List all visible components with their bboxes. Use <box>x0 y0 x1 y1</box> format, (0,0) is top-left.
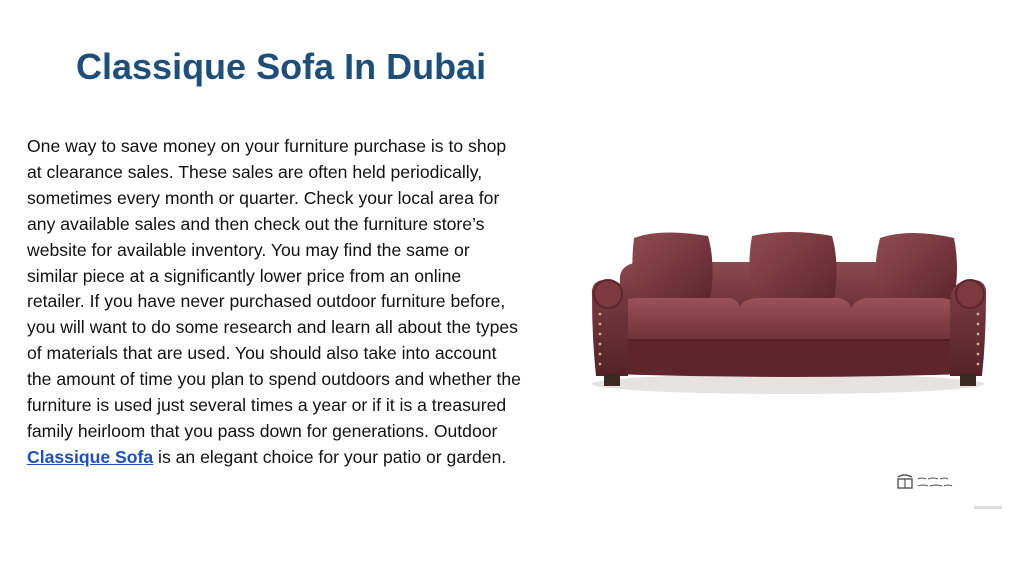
paragraph-text-after-link: is an elegant choice for your patio or garden. <box>153 446 507 467</box>
classique-sofa-link[interactable]: Classique Sofa <box>27 446 154 467</box>
watermark-mark <box>968 502 1008 514</box>
body-paragraph <box>27 134 523 471</box>
sofa-icon <box>570 78 1012 518</box>
sofa-leg-right <box>960 374 976 386</box>
sofa-pillow-right <box>875 233 957 303</box>
sofa-leg-left <box>604 374 620 386</box>
outdoor-furniture-logo <box>894 473 958 491</box>
sofa-pillow-center <box>749 232 836 303</box>
paragraph-text-before-link: One way to save money on your furniture purchase is to shop at clearance sales. These sales are often held periodically, sometimes every month or quarter. Check your local area for any available sales and then check out the furniture store’s website for available inventory. You may find the same or similar piece at a significantly lower price from an online retailer. If you have never purchased outdoor furniture before, you will want to do some research and learn all about the types of materials that are used. You should also take into account the amount of time you plan to spend outdoors and whether the furniture is used just several times a year or if it is a treasured family heirloom that you pass down for generations. Outdoor <box>27 136 521 441</box>
sofa-pillow-left <box>632 232 712 303</box>
sofa-base <box>610 340 966 377</box>
sofa-seat-right <box>850 298 962 340</box>
sofa-product-image <box>570 78 1012 518</box>
sofa-seat-center <box>738 298 852 340</box>
sofa-seat-left <box>616 298 740 340</box>
sofa-shadow <box>592 374 984 394</box>
page-title: Classique Sofa In Dubai <box>76 46 487 87</box>
